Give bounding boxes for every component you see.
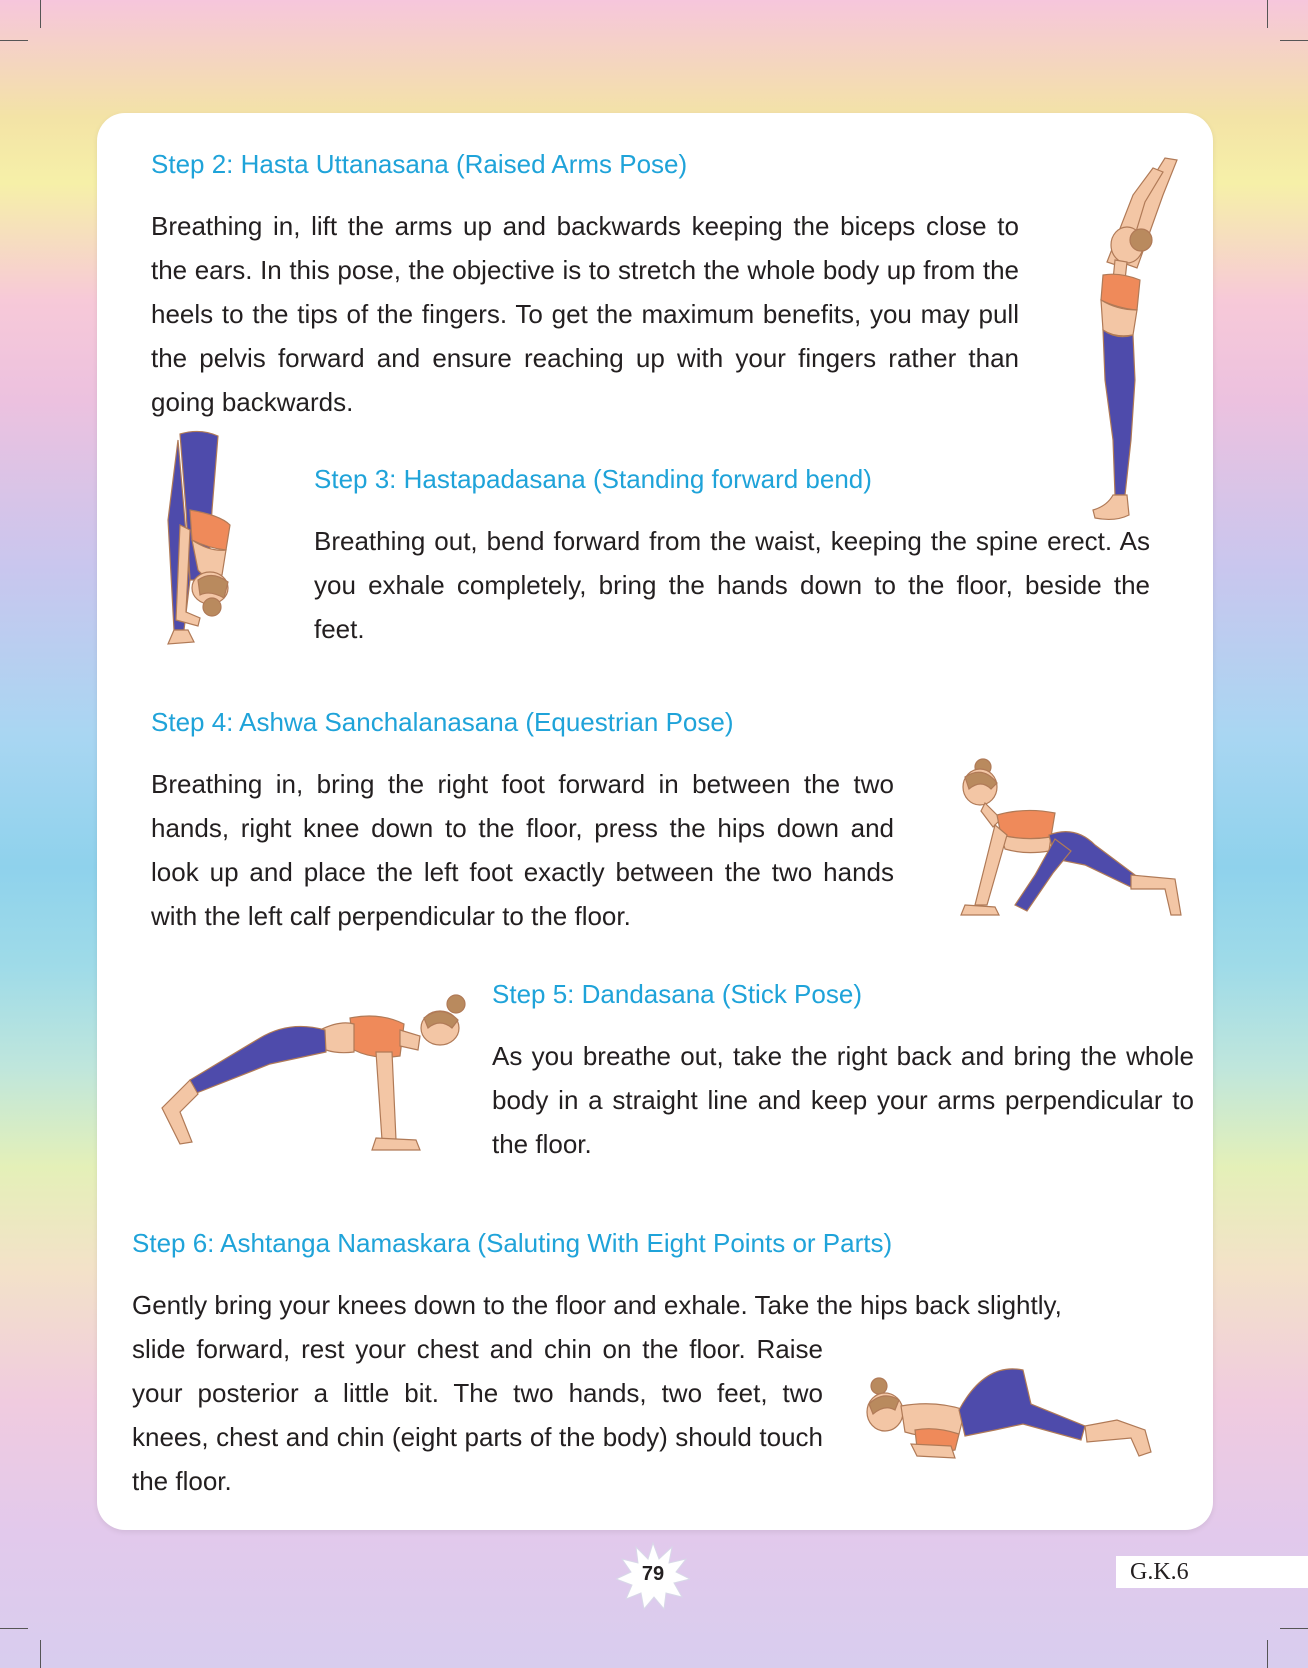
series-label: G.K.6 <box>1116 1556 1308 1588</box>
crop-mark <box>1267 1640 1268 1668</box>
step-6-text: slide forward, rest your chest and chin on the floor. Raise your posterior a little bit. The two hands, two feet, two knees, chest and chin (eight parts of the body) should touch the floor. <box>132 1334 823 1496</box>
page-number-badge <box>616 1541 690 1611</box>
raised-arms-pose-illustration <box>1045 150 1195 525</box>
crop-mark <box>1280 40 1308 41</box>
crop-mark <box>0 1628 28 1629</box>
step-6-heading: Step 6: Ashtanga Namaskara (Saluting With Eight Points or Parts) <box>132 1228 893 1258</box>
crop-mark <box>1267 0 1268 28</box>
step-2-heading: Step 2: Hasta Uttanasana (Raised Arms Pose) <box>151 149 688 179</box>
eight-points-pose-illustration <box>855 1360 1175 1490</box>
forward-bend-illustration <box>150 430 260 655</box>
crop-mark <box>40 0 41 28</box>
equestrian-pose-illustration <box>945 755 1195 930</box>
stick-pose-illustration <box>150 990 470 1160</box>
crop-mark <box>0 40 28 41</box>
step-2-text: Breathing in, lift the arms up and backwards keeping the biceps close to the ears. In this pose, the objective is to stretch the whole body up from the heels to the tips of the fingers. To get the maximum benefits, you may pull the pelvis forward and ensure reaching up with your fingers rather than going backwards. <box>151 211 1019 417</box>
step-6-text-first-line: Gently bring your knees down to the floor and exhale. Take the hips back slightly, <box>132 1290 1062 1320</box>
step-3-heading: Step 3: Hastapadasana (Standing forward bend) <box>314 464 872 494</box>
crop-mark <box>1280 1628 1308 1629</box>
step-4-heading: Step 4: Ashwa Sanchalanasana (Equestrian Pose) <box>151 707 734 737</box>
step-3-text: Breathing out, bend forward from the waist, keeping the spine erect. As you exhale completely, bring the hands down to the floor, beside the feet. <box>314 526 1150 644</box>
page-number: 79 <box>641 1563 665 1585</box>
step-5-heading: Step 5: Dandasana (Stick Pose) <box>492 979 862 1009</box>
step-4-text: Breathing in, bring the right foot forward in between the two hands, right knee down to the floor, press the hips down and look up and place the left foot exactly between the two hands with the left calf perpendicular to the floor. <box>151 769 894 931</box>
crop-mark <box>40 1640 41 1668</box>
step-5-text: As you breathe out, take the right back and bring the whole body in a straight line and keep your arms perpendicular to the floor. <box>492 1041 1194 1159</box>
